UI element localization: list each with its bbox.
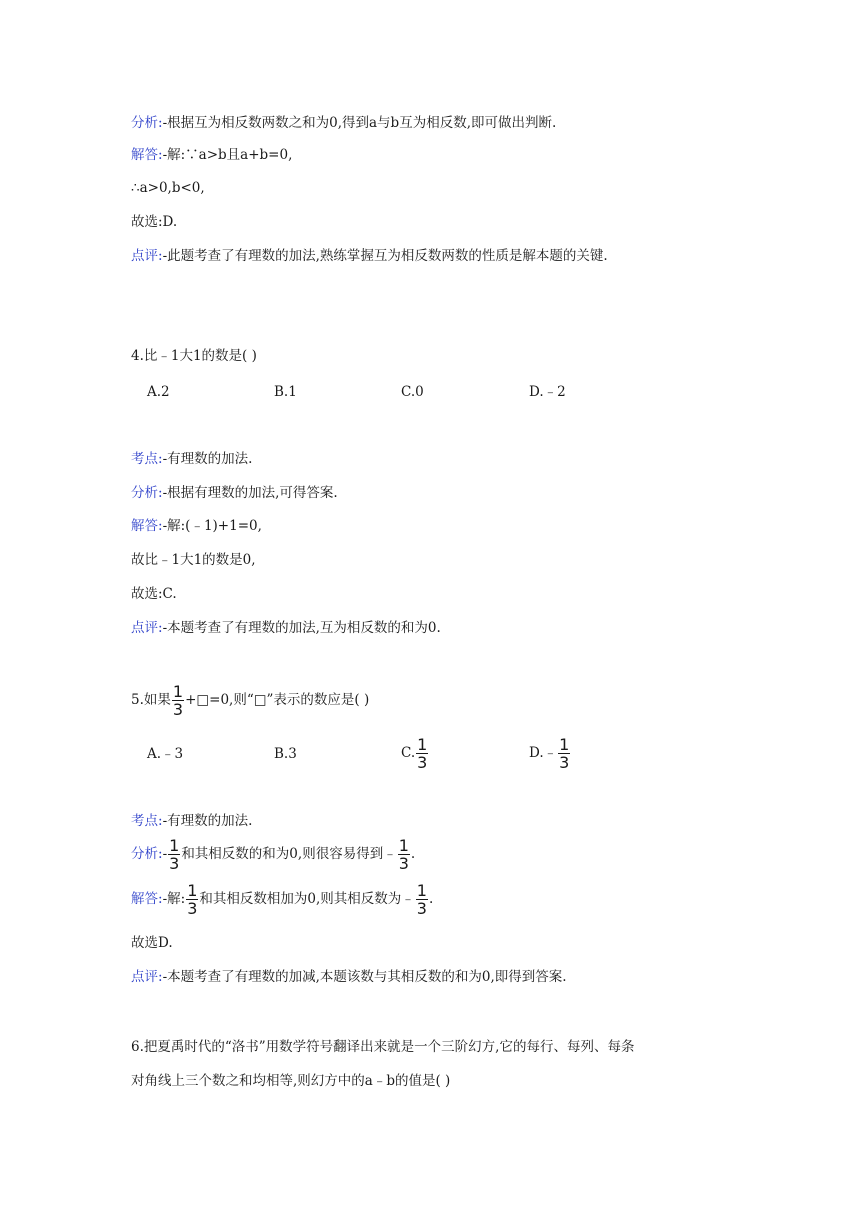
fraction-denominator: 3 bbox=[172, 700, 184, 719]
q3-analysis-row bbox=[131, 113, 556, 133]
q4-solution-line-2: 故比﹣1大1的数是0, bbox=[131, 552, 256, 568]
fraction-one-third bbox=[168, 837, 180, 872]
q4-stem: 4.比﹣1大1的数是( ) bbox=[131, 348, 257, 364]
q3-comment-text: -此题考查了有理数的加法,熟练掌握互为相反数两数的性质是解本题的关键. bbox=[162, 248, 608, 264]
q4-comment-text: -本题考查了有理数的加法,互为相反数的和为0. bbox=[162, 620, 441, 636]
q5-stem bbox=[131, 681, 369, 719]
q5-solution-row bbox=[131, 880, 433, 918]
q3-solution-text: -解:∵a>b且a+b=0, bbox=[162, 147, 293, 163]
q5-comment-row bbox=[131, 967, 567, 987]
analysis-label: 分析: bbox=[131, 115, 163, 131]
analysis-label: 分析: bbox=[131, 846, 163, 862]
fraction-numerator: 1 bbox=[416, 881, 427, 900]
fraction-one-third bbox=[186, 882, 198, 917]
fraction-denominator: 3 bbox=[187, 899, 198, 918]
fraction-denominator: 3 bbox=[169, 854, 180, 873]
q5-option-d bbox=[529, 734, 571, 772]
q4-option-a: A.2 bbox=[147, 384, 170, 400]
q4-kaodian-row bbox=[131, 449, 252, 469]
q5-option-a: A.﹣3 bbox=[147, 746, 184, 762]
q6-stem-line-1: 6.把夏禹时代的“洛书”用数学符号翻译出来就是一个三阶幻方,它的每行、每列、每条 bbox=[131, 1039, 635, 1055]
analysis-label: 分析: bbox=[131, 485, 163, 501]
q3-analysis-text: -根据互为相反数两数之和为0,得到a与b互为相反数,即可做出判断. bbox=[162, 115, 557, 131]
fraction-denominator: 3 bbox=[559, 753, 570, 772]
q5-analysis-row bbox=[131, 835, 415, 873]
q4-solution-row bbox=[131, 516, 262, 536]
fraction-denominator: 3 bbox=[417, 753, 428, 772]
fraction-numerator: 1 bbox=[559, 735, 570, 754]
q5-solution-text: 和其相反数相加为0,则其相反数为﹣ bbox=[199, 891, 415, 907]
kaodian-label: 考点: bbox=[131, 813, 163, 829]
q6-stem-line-2: 对角线上三个数之和均相等,则幻方中的a﹣b的值是( ) bbox=[131, 1073, 451, 1089]
fraction-one-third bbox=[172, 683, 184, 718]
q4-analysis-row bbox=[131, 483, 338, 503]
q5-kaodian-text: -有理数的加法. bbox=[162, 813, 253, 829]
q5-option-c bbox=[401, 734, 429, 772]
q5-stem-prefix: 5.如果 bbox=[131, 692, 171, 708]
q4-solution-line-3: 故选:C. bbox=[131, 586, 177, 602]
q3-solution-row bbox=[131, 145, 292, 165]
fraction-one-third bbox=[416, 736, 428, 771]
comment-label: 点评: bbox=[131, 620, 163, 636]
solution-label: 解答: bbox=[131, 147, 163, 163]
fraction-one-third bbox=[558, 736, 570, 771]
comment-label: 点评: bbox=[131, 969, 163, 985]
solution-label: 解答: bbox=[131, 891, 163, 907]
fraction-numerator: 1 bbox=[398, 836, 409, 855]
q5-analysis-end: . bbox=[410, 846, 416, 862]
q5-stem-suffix: +□=0,则“□”表示的数应是( ) bbox=[185, 692, 370, 708]
q3-solution-line-3: 故选:D. bbox=[131, 214, 178, 230]
q5-analysis-text: 和其相反数的和为0,则很容易得到﹣ bbox=[181, 846, 397, 862]
q4-comment-row bbox=[131, 618, 441, 638]
fraction-denominator: 3 bbox=[398, 854, 409, 873]
fraction-numerator: 1 bbox=[187, 881, 198, 900]
q5-option-c-label: C. bbox=[401, 745, 416, 761]
q5-comment-text: -本题考查了有理数的加减,本题该数与其相反数的和为0,即得到答案. bbox=[162, 969, 567, 985]
q5-solution-line-2: 故选D. bbox=[131, 935, 173, 951]
q4-analysis-text: -根据有理数的加法,可得答案. bbox=[162, 485, 338, 501]
q5-option-b: B.3 bbox=[274, 746, 297, 762]
fraction-denominator: 3 bbox=[416, 899, 427, 918]
kaodian-label: 考点: bbox=[131, 451, 163, 467]
fraction-one-third bbox=[398, 837, 410, 872]
q3-comment-row bbox=[131, 246, 608, 266]
fraction-one-third bbox=[416, 882, 428, 917]
comment-label: 点评: bbox=[131, 248, 163, 264]
q5-solution-prefix: -解: bbox=[162, 891, 186, 907]
fraction-numerator: 1 bbox=[417, 735, 428, 754]
q3-solution-line-2: ∴a>0,b<0, bbox=[131, 180, 205, 196]
solution-label: 解答: bbox=[131, 518, 163, 534]
q4-option-b: B.1 bbox=[274, 384, 297, 400]
fraction-numerator: 1 bbox=[169, 836, 180, 855]
fraction-numerator: 1 bbox=[172, 682, 184, 701]
q5-solution-end: . bbox=[428, 891, 434, 907]
q4-option-d: D.﹣2 bbox=[529, 384, 566, 400]
q5-analysis-dash: - bbox=[162, 846, 168, 862]
q4-option-c: C.0 bbox=[401, 384, 424, 400]
q4-solution-text: -解:(﹣1)+1=0, bbox=[162, 518, 262, 534]
q4-kaodian-text: -有理数的加法. bbox=[162, 451, 253, 467]
q5-kaodian-row bbox=[131, 811, 252, 831]
q5-option-d-label: D.﹣ bbox=[529, 745, 558, 761]
